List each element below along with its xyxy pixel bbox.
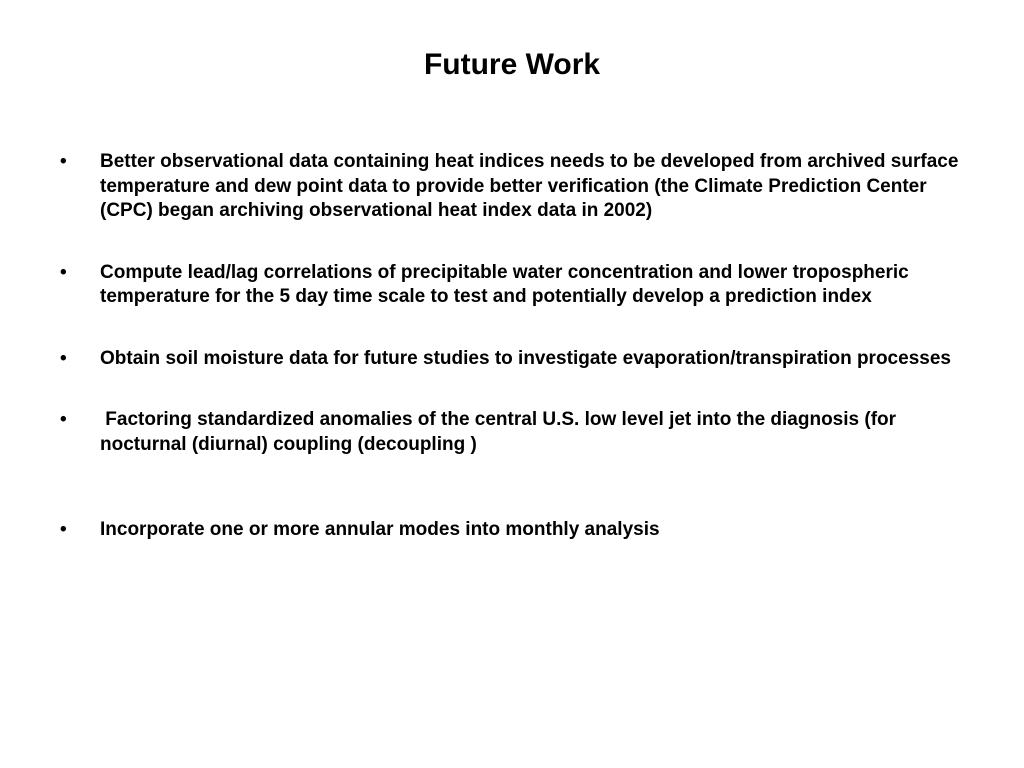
bullet-text: Incorporate one or more annular modes into monthly analysis [100,519,660,540]
bullet-item [60,150,964,224]
bullet-text: Factoring standardized anomalies of the central U.S. low level jet into the diagnosis (for nocturnal (diurnal) coupling (decoupling ) [100,409,902,455]
bullet-text: Obtain soil moisture data for future studies to investigate evaporation/transpiration processes [100,347,951,369]
slide-title: Future Work [423,48,601,81]
bullet-text: Compute lead/lag correlations of precipitable water concentration and lower tropospheric temperature for the 5 day time scale to test and potentially develop a prediction index [100,261,914,307]
bullet-marker: • [60,151,67,172]
bullet-item [60,408,960,457]
bullet-list [60,150,964,543]
bullet-marker: • [60,347,67,369]
bullet-item [60,347,960,372]
bullet-item [60,261,960,310]
bullet-marker: • [60,409,67,430]
bullet-text: Better observational data containing heat indices needs to be developed from archived surface temperature and dew point data to provide better verification (the Climate Prediction Center (CPC) began archiving observational heat index data in 2002) [100,151,964,221]
bullet-marker: • [60,261,67,283]
bullet-marker: • [60,519,67,540]
bullet-item [60,518,960,543]
